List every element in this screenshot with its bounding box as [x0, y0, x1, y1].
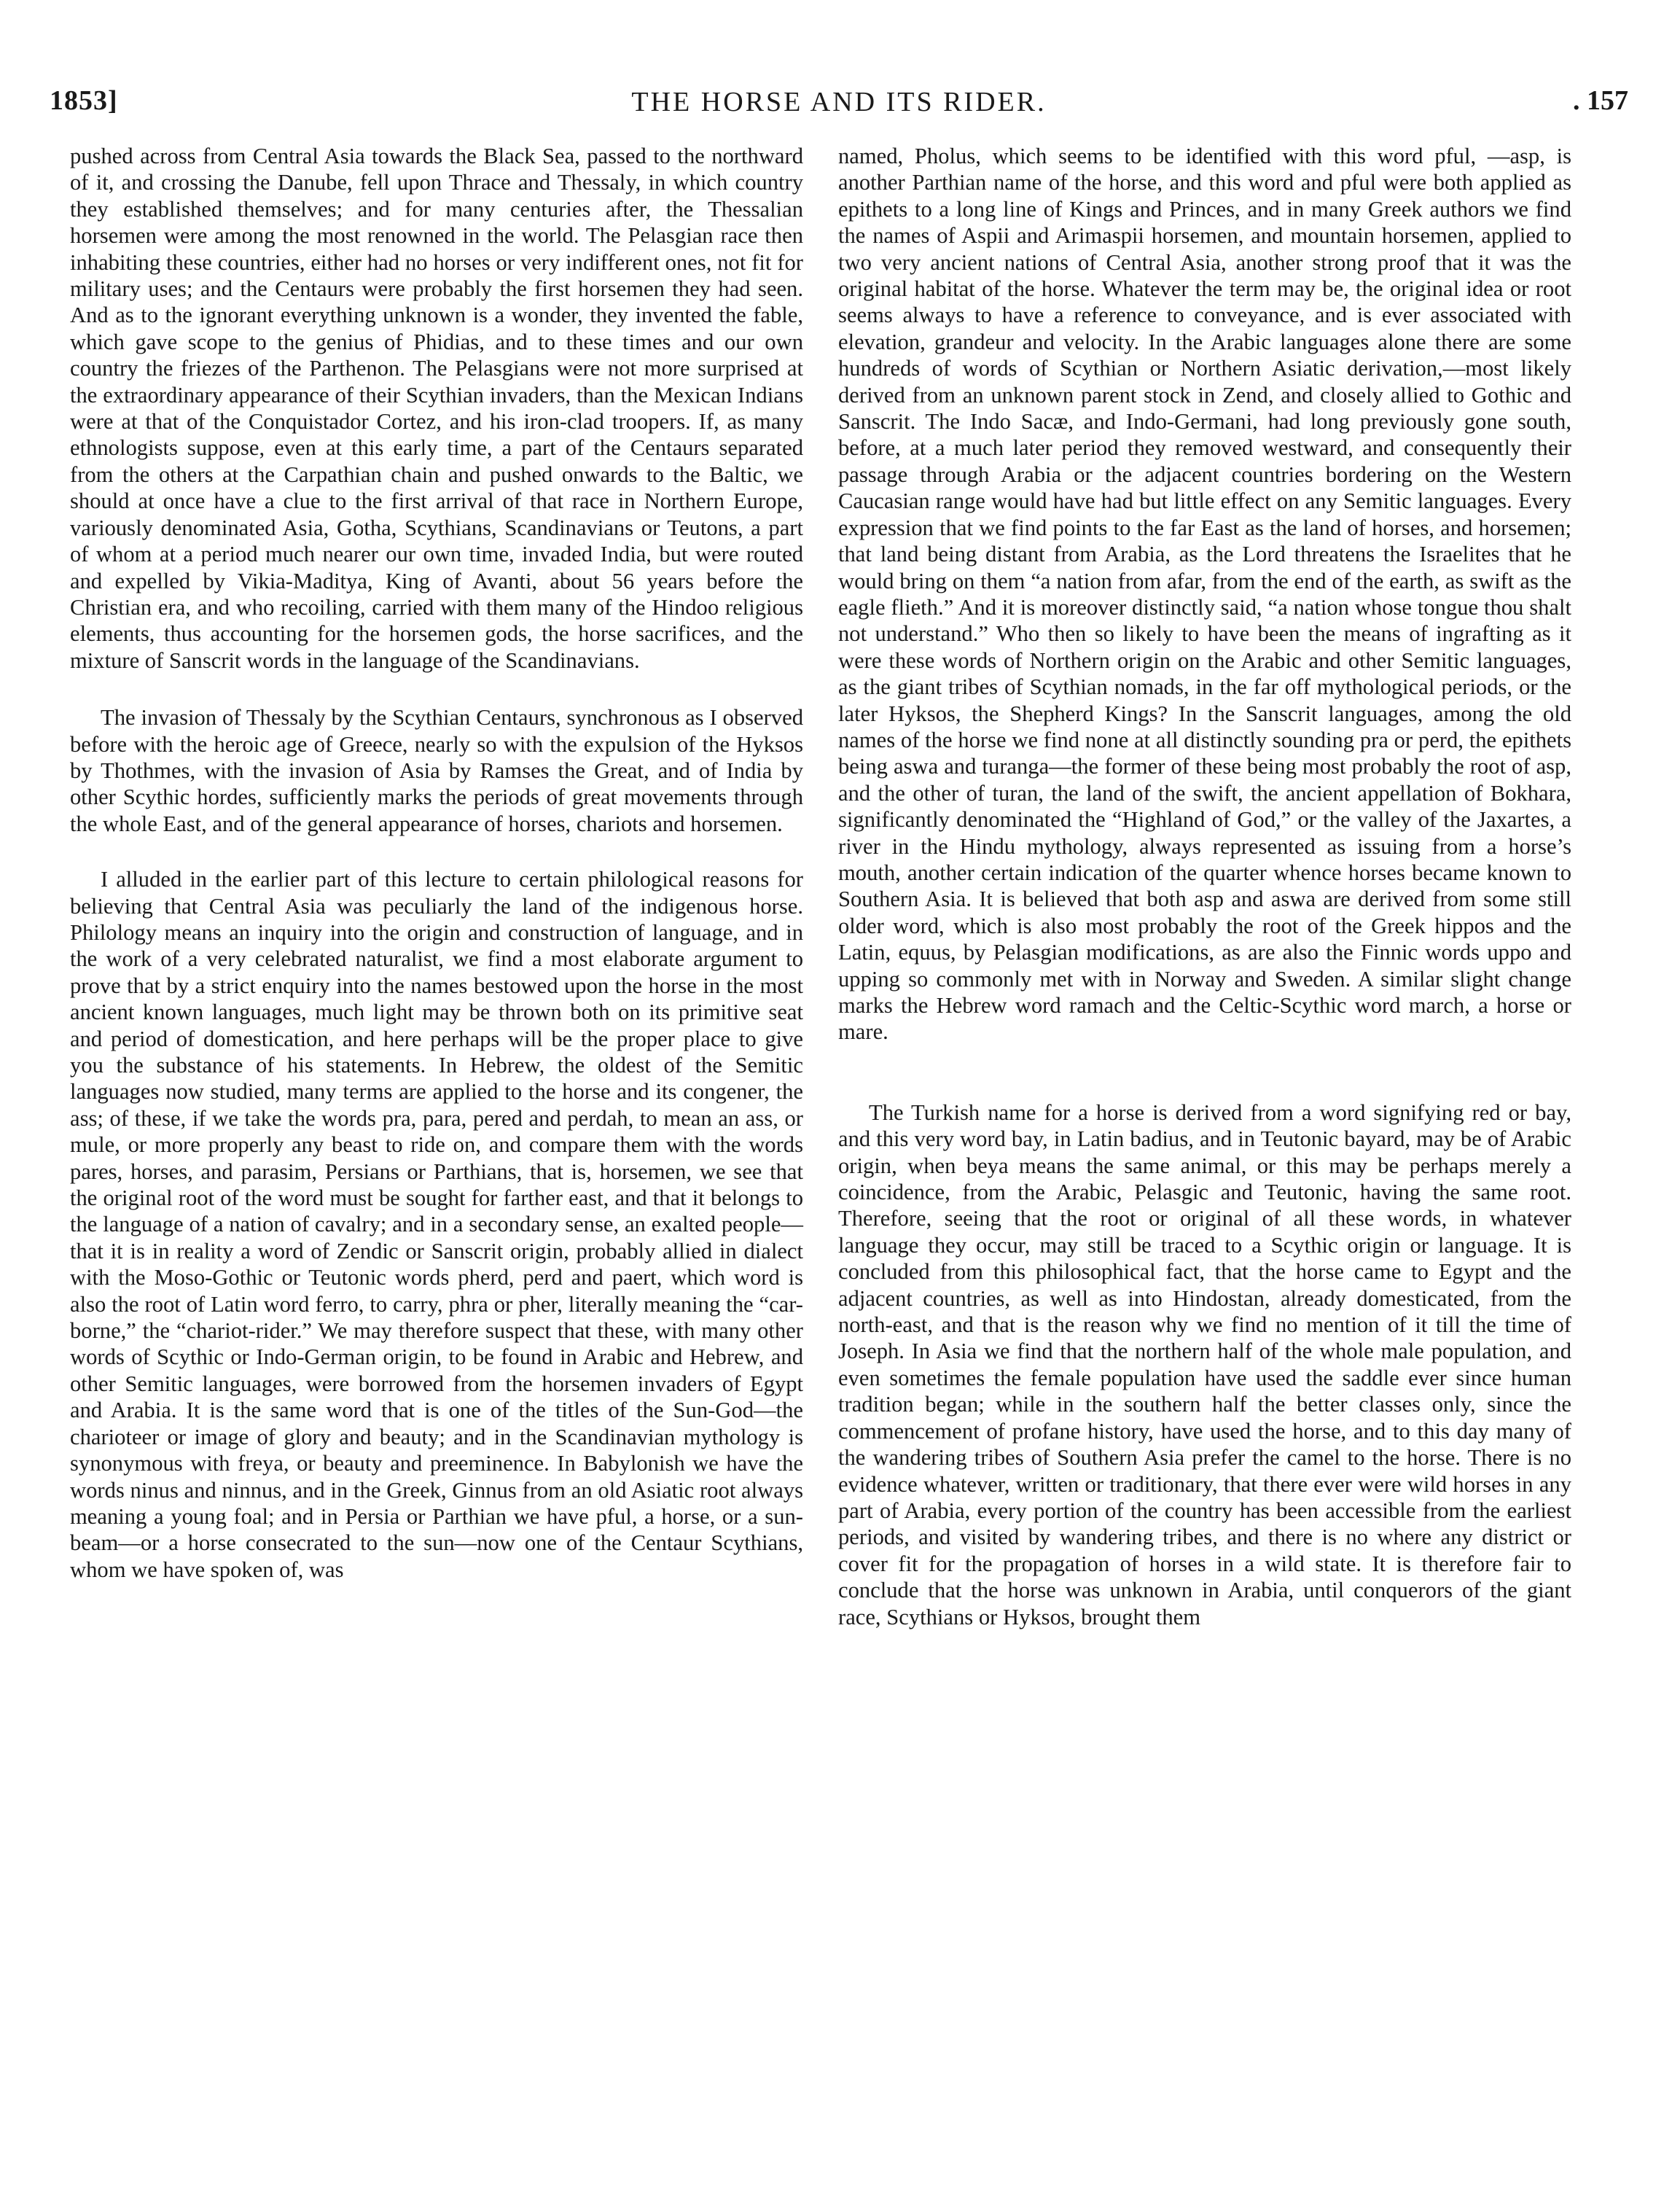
- left-paragraph-1: pushed across from Central Asia towards the Black Sea, passed to the northward of it, and crossing the Danube, fell upon Thrace and Thessaly, in which country they established themselves; and for many centuries after, the Thessalian horsemen were among the most renowned in the world. The Pelasgian race then inhabiting these countries, either had no horses or very indifferent ones, not fit for military uses; and the Centaurs were probably the first horsemen they had seen. And as to the ignorant everything unknown is a wonder, they invented the fable, which gave scope to the genius of Phidias, and to these times and our own country the friezes of the Parthenon. The Pelasgians were not more surprised at the extraordinary appearance of their Scythian invaders, than the Mexican Indians were at that of the Conquistador Cortez, and his iron-clad troopers. If, as many ethnologists suppose, even at this early time, a part of the Centaurs separated from the others at the Carpathian chain and pushed onwards to the Baltic, we should at once have a clue to the first arrival of that race in Northern Europe, variously denominated Asia, Gotha, Scythians, Scandinavians or Teutons, a part of whom at a period much nearer our own time, invaded India, but were routed and expelled by Vikia-Maditya, King of Avanti, about 56 years before the Christian era, and who recoiling, carried with them many of the Hindoo religious elements, thus accounting for the horsemen gods, the horse sacrifices, and the mixture of Sanscrit words in the language of the Scandinavians.: [70, 144, 803, 673]
- page-number: . 157: [1573, 85, 1628, 116]
- left-paragraph-3: I alluded in the earlier part of this lecture to certain philological reasons for believing that Central Asia was peculiarly the land of the indigenous horse. Philology means an inquiry into the origin and construction of language, and in the work of a very celebrated naturalist, we find a most elaborate argument to prove that by a strict enquiry into the names bestowed upon the horse in the most ancient known languages, much light may be thrown both on its primitive seat and period of domestication, and here perhaps will be the proper place to give you the substance of his statements. In Hebrew, the oldest of the Semitic languages now studied, many terms are applied to the horse and its congener, the ass; of these, if we take the words pra, para, pered and perdah, to mean an ass, or mule, or more properly any beast to ride on, and compare them with the words pares, horses, and parasim, Persians or Parthians, that is, horsemen, we see that the original root of the word must be sought for farther east, and that it belongs to the language of a nation of cavalry; and in a secondary sense, an exalted people—that it is in reality a word of Zendic or Sanscrit origin, probably allied in dialect with the Moso-Gothic or Teutonic words pherd, perd and paert, which word is also the root of Latin word ferro, to carry, phra or pher, literally meaning the “car-borne,” the “chariot-rider.” We may therefore suspect that these, with many other words of Scythic or Indo-German origin, to be found in Arabic and Hebrew, and other Semitic languages, were borrowed from the horsemen invaders of Egypt and Arabia. It is the same word that is one of the titles of the Sun-God—the charioteer or image of glory and beauty; and in the Scandinavian mythology is synonymous with freya, or beauty and preeminence. In Babylonish we have the words ninus and ninnus, and in the Greek, Ginnus from an old Asiatic root always meaning a young foal; and in Persia or Parthian we have pful, a horse, or a sun-beam—or a horse consecrated to the sun—now one of the Centaur Scythians, whom we have spoken of, was: [70, 867, 803, 1582]
- running-header: [50, 79, 1628, 130]
- right-paragraph-2: The Turkish name for a horse is derived from a word signifying red or bay, and this very word bay, in Latin badius, and in Teutonic bayard, may be of Arabic origin, when beya means the same animal, or this may be perhaps merely a coincidence, from the Arabic, Pelasgic and Teutonic, having the same root. Therefore, seeing that the root or original of all these words, in whatever language they occur, may still be traced to a Scythic origin or language. It is concluded from this philosophical fact, that the horse came to Egypt and the adjacent countries, as well as into Hindostan, already domesticated, from the north-east, and that is the reason why we find no mention of it till the time of Joseph. In Asia we find that the northern half of the whole male population, and even sometimes the female population have used the saddle ever since human tradition began; while in the southern half the better classes only, since the commencement of profane history, have used the horse, and to this day many of the wandering tribes of Southern Asia prefer the camel to the horse. There is no evidence whatever, written or traditionary, that there ever were wild horses in any part of Arabia, every portion of the country has been accessible from the earliest periods, and visited by wandering tribes, and there is no where any district or cover fit for the propagation of horses in a wild state. It is therefore fair to conclude that the horse was unknown in Arabia, until conquerors of the giant race, Scythians or Hyksos, brought them: [838, 1099, 1571, 1629]
- right-column: [838, 143, 1571, 1630]
- header-title: THE HORSE AND ITS RIDER.: [631, 87, 1047, 117]
- left-column: [70, 143, 803, 1583]
- left-paragraph-2: The invasion of Thessaly by the Scythian Centaurs, synchronous as I observed before with the heroic age of Greece, nearly so with the expulsion of the Hyksos by Thothmes, with the invasion of Asia by Ramses the Great, and of India by other Scythic hordes, sufficiently marks the periods of great movements through the whole East, and of the general appearance of horses, chariots and horsemen.: [70, 705, 803, 836]
- header-year: 1853]: [50, 85, 118, 116]
- right-paragraph-1: named, Pholus, which seems to be identified with this word pful, —asp, is another Parthian name of the horse, and this word and pful were both applied as epithets to a long line of Kings and Princes, and in many Greek authors we find the names of Aspii and Arimaspii horsemen, and mountain horsemen, applied to two very ancient nations of Central Asia, another strong proof that it was the original habitat of the horse. Whatever the term may be, the original idea or root seems always to have a reference to conveyance, and is ever associated with elevation, grandeur and velocity. In the Arabic languages alone there are some hundreds of words of Scythian or Northern Asiatic derivation,—most likely derived from an unknown parent stock in Zend, and closely allied to Gothic and Sanscrit. The Indo Sacæ, and Indo-Germani, had long previously gone south, before, at a much later period they removed westward, and consequently their passage through Arabia or the adjacent countries bordering on the Western Caucasian range would have had but little effect on any Semitic languages. Every expression that we find points to the far East as the land of horses, and horsemen; that land being distant from Arabia, as the Lord threatens the Israelites that he would bring on them “a nation from afar, from the end of the earth, as swift as the eagle flieth.” And it is moreover distinctly said, “a nation whose tongue thou shalt not understand.” Who then so likely to have been the means of ingrafting as it were these words of Northern origin on the Arabic and other Semitic languages, as the giant tribes of Scythian nomads, in the far off mythological periods, or the later Hyksos, the Shepherd Kings? In the Sanscrit languages, among the old names of the horse we find none at all distinctly sounding pra or perd, the epithets being aswa and turanga—the former of these being most probably the root of asp, and the other of turan, the land of the swift, the ancient appellation of Bokhara, significantly denominated the “Highland of God,” or the valley of the Jaxartes, a river in the Hindu mythology, always represented as issuing from a horse’s mouth, another certain indication of the quarter whence horses became known to Southern Asia. It is believed that both asp and aswa are derived from some still older word, which is also most probably the root of the Greek hippos and the Latin, equus, by Pelasgian modifications, as are also the Finnic words uppo and upping so commonly met with in Norway and Sweden. A similar slight change marks the Hebrew word ramach and the Celtic-Scythic word march, a horse or mare.: [838, 144, 1571, 1045]
